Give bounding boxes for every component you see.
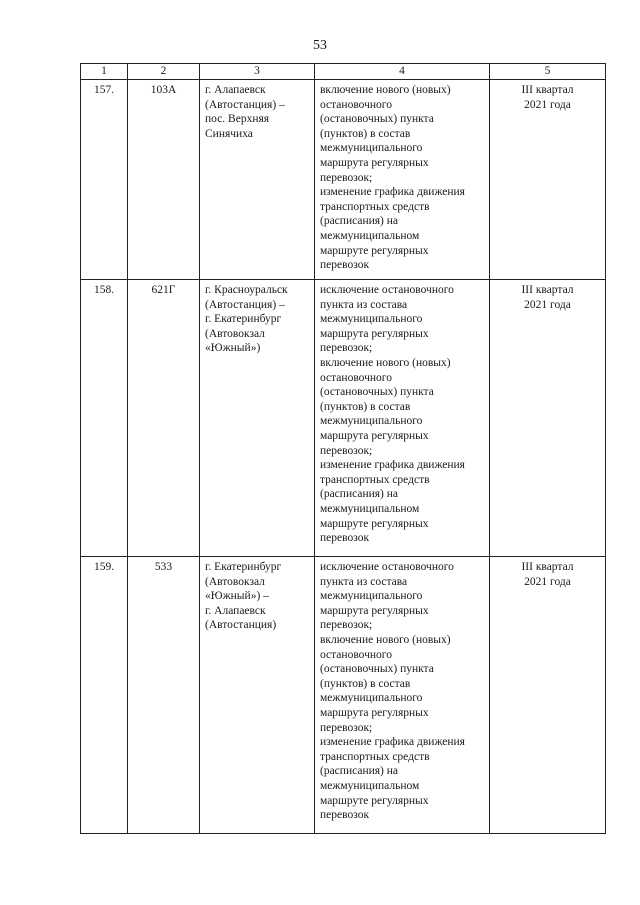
route-number: 533 (128, 557, 200, 834)
deadline-line: 2021 года (524, 575, 571, 588)
route-name-line: (Автостанция) (205, 619, 277, 632)
header-cell: 2 (128, 64, 200, 80)
change-line: межмуниципальном (320, 779, 420, 792)
route-name-line: пос. Верхняя (205, 113, 270, 126)
header-cell: 5 (490, 64, 606, 80)
change-line: транспортных средств (320, 473, 430, 486)
table-row (81, 557, 606, 834)
route-name-line: г. Екатеринбург (205, 561, 282, 573)
route-name-line: Синячиха (205, 127, 253, 140)
route-name-line: г. Алапаевск (205, 84, 266, 96)
change-line: (остановочных) пункта (320, 663, 434, 676)
routes-table (80, 63, 606, 834)
change-description (315, 280, 490, 557)
deadline (490, 557, 606, 834)
change-description (315, 557, 490, 834)
route-name (200, 280, 315, 557)
header-cell: 1 (81, 64, 128, 80)
change-line: перевозок; (320, 342, 373, 355)
change-line: исключение остановочного (320, 561, 454, 573)
change-line: пункта из состава (320, 298, 408, 311)
change-line: (остановочных) пункта (320, 113, 434, 126)
change-line: маршруте регулярных (320, 794, 429, 807)
change-line: остановочного (320, 648, 392, 661)
change-line: перевозок; (320, 171, 373, 184)
route-name (200, 80, 315, 280)
change-line: (расписания) на (320, 765, 399, 778)
route-name-line: (Автостанция) – (205, 298, 285, 311)
deadline-line: III квартал (521, 284, 574, 296)
deadline (490, 280, 606, 557)
change-line: маршрута регулярных (320, 706, 429, 719)
change-line: межмуниципального (320, 313, 423, 326)
route-name-line: г. Екатеринбург (205, 313, 282, 326)
deadline-line: 2021 года (524, 98, 571, 111)
table-row (81, 280, 606, 557)
route-name-line: «Южный») – (205, 590, 269, 603)
change-line: межмуниципального (320, 415, 423, 428)
route-number: 621Г (128, 280, 200, 557)
change-line: включение нового (новых) (320, 84, 451, 96)
change-line: перевозок (320, 532, 370, 545)
page-number: 53 (313, 38, 327, 53)
change-line: маршрута регулярных (320, 604, 429, 617)
change-line: маршрута регулярных (320, 429, 429, 442)
change-line: изменение графика движения (320, 186, 465, 199)
change-line: транспортных средств (320, 200, 430, 213)
change-line: (остановочных) пункта (320, 386, 434, 399)
change-line: межмуниципальном (320, 229, 420, 242)
change-line: перевозок; (320, 444, 373, 457)
deadline (490, 80, 606, 280)
deadline-line: III квартал (521, 561, 574, 573)
change-line: транспортных средств (320, 750, 430, 763)
route-name-line: (Автовокзал (205, 327, 265, 340)
change-line: (пунктов) в состав (320, 127, 411, 140)
change-line: перевозок; (320, 619, 373, 632)
change-line: маршруте регулярных (320, 244, 429, 257)
change-line: (пунктов) в состав (320, 400, 411, 413)
change-line: пункта из состава (320, 575, 408, 588)
change-line: (расписания) на (320, 488, 399, 501)
change-description (315, 80, 490, 280)
table-row (81, 80, 606, 280)
deadline-line: III квартал (521, 84, 574, 96)
change-line: перевозок (320, 809, 370, 822)
route-name (200, 557, 315, 834)
change-line: межмуниципального (320, 590, 423, 603)
change-line: маршруте регулярных (320, 517, 429, 530)
change-line: межмуниципального (320, 142, 423, 155)
change-line: перевозок; (320, 721, 373, 734)
header-cell: 3 (200, 64, 315, 80)
header-cell: 4 (315, 64, 490, 80)
row-number: 159. (81, 557, 128, 834)
deadline-line: 2021 года (524, 298, 571, 311)
change-line: межмуниципальном (320, 502, 420, 515)
row-number: 157. (81, 80, 128, 280)
change-line: маршрута регулярных (320, 156, 429, 169)
change-line: включение нового (новых) (320, 633, 451, 646)
table-header-row (81, 64, 606, 80)
change-line: межмуниципального (320, 692, 423, 705)
change-line: остановочного (320, 371, 392, 384)
change-line: включение нового (новых) (320, 356, 451, 369)
route-name-line: г. Алапаевск (205, 604, 266, 617)
change-line: маршрута регулярных (320, 327, 429, 340)
route-name-line: (Автовокзал (205, 575, 265, 588)
route-name-line: «Южный») (205, 342, 261, 355)
change-line: перевозок (320, 259, 370, 272)
row-number: 158. (81, 280, 128, 557)
change-line: изменение графика движения (320, 459, 465, 472)
change-line: (расписания) на (320, 215, 399, 228)
route-name-line: г. Красноуральск (205, 284, 288, 296)
change-line: остановочного (320, 98, 392, 111)
route-number: 103А (128, 80, 200, 280)
change-line: (пунктов) в состав (320, 677, 411, 690)
change-line: исключение остановочного (320, 284, 454, 296)
change-line: изменение графика движения (320, 736, 465, 749)
route-name-line: (Автостанция) – (205, 98, 285, 111)
